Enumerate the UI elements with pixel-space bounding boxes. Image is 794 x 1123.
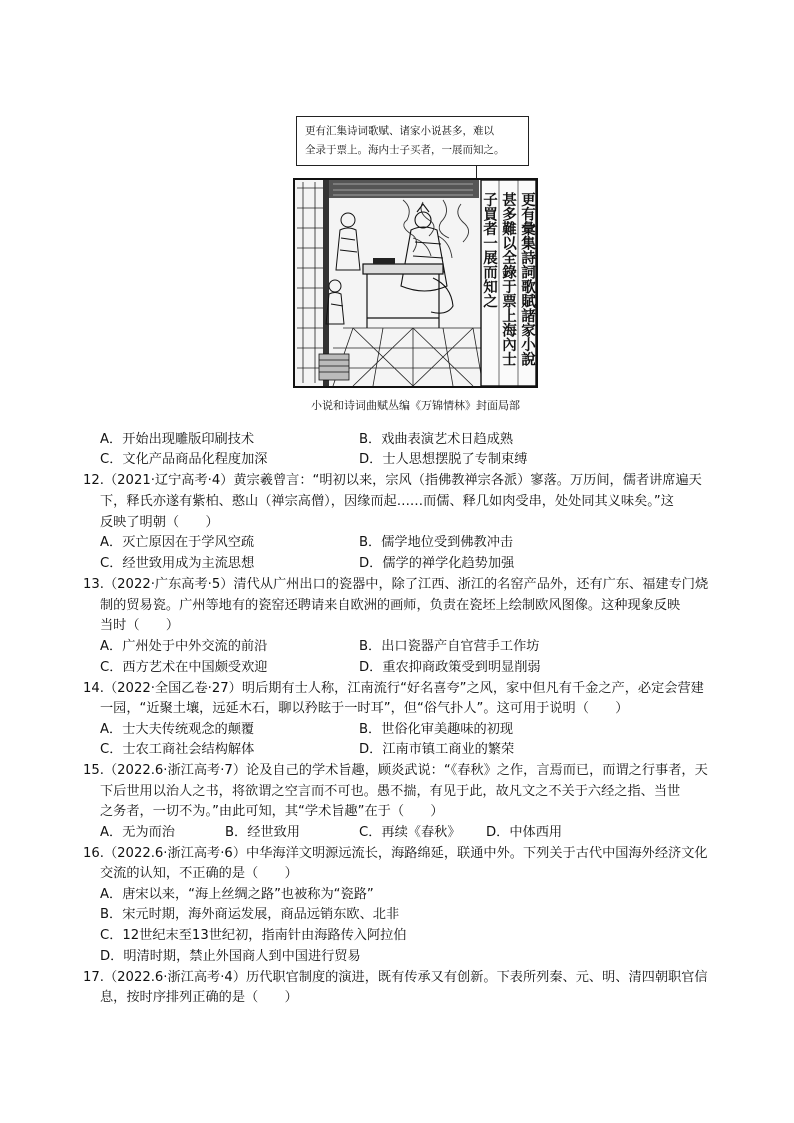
q13-option-a[interactable]: A．广州处于中外交流的前沿 <box>100 639 268 654</box>
vertical-text-col-2: 甚多難以全錄于票上海內士 <box>500 192 516 366</box>
q13-stem-line-3: 当时（ ） <box>100 618 180 633</box>
figure-caption: 小说和诗词曲赋丛编《万锦情林》封面局部 <box>311 399 520 412</box>
q16-option-d[interactable]: D．明清时期，禁止外国商人到中国进行贸易 <box>100 949 361 964</box>
q14-option-d[interactable]: D．江南市镇工商业的繁荣 <box>359 742 515 757</box>
q13-option-d[interactable]: D．重农抑商政策受到明显削弱 <box>359 660 541 675</box>
q12-option-d[interactable]: D．儒学的禅学化趋势加强 <box>359 556 515 571</box>
vertical-text-col-3: 子買者一展而知之 <box>481 192 497 308</box>
q15-stem-line-2: 下后世用以治人之书，将欲谓之空言而不可也。愚不揣，有见于此，故凡文之不关于六经之指、当世 <box>100 784 681 799</box>
q13-stem-line-1: 13.（2022·广东高考·5）清代从广州出口的瓷器中，除了江西、浙江的名窑产品外，还有广东、福建专门烧 <box>83 577 709 592</box>
q11-option-d[interactable]: D．士人思想摆脱了专制束缚 <box>359 452 528 467</box>
q12-stem-line-3: 反映了明朝（ ） <box>100 515 219 530</box>
q14-option-c[interactable]: C．士农工商社会结构解体 <box>100 742 255 757</box>
q12-option-c[interactable]: C．经世致用成为主流思想 <box>100 556 255 571</box>
q14-stem-line-2: 一园，“近聚土壤，远延木石，聊以矜眩于一时耳”，但“俗气扑人”。这可用于说明（ ） <box>100 701 629 716</box>
q15-option-d[interactable]: D．中体西用 <box>486 825 563 840</box>
q12-stem-line-1: 12.（2021·辽宁高考·4）黄宗羲曾言：“明初以来，宗风（指佛教禅宗各派）寥落。万历间，儒者讲席遍天 <box>83 473 702 488</box>
q16-stem-line-2: 交流的认知，不正确的是（ ） <box>100 866 298 881</box>
q16-stem-line-1: 16.（2022.6·浙江高考·6）中华海洋文明源远流长，海路绵延，联通中外。下列关于古代中国海外经济文化 <box>83 846 708 861</box>
q16-option-b[interactable]: B．宋元时期，海外商运发展，商品远销东欧、北非 <box>100 907 400 922</box>
q11-option-c[interactable]: C．文化产品商品化程度加深 <box>100 452 268 467</box>
q15-option-a[interactable]: A．无为而治 <box>100 825 175 840</box>
q13-option-c[interactable]: C．西方艺术在中国颇受欢迎 <box>100 660 268 675</box>
q14-stem-line-1: 14.（2022·全国乙卷·27）明后期有士人称，江南流行“好名喜夸”之风，家中但凡有千金之产，必定会营建 <box>83 681 704 696</box>
q17-stem-line-2: 息，按时序排列正确的是（ ） <box>100 990 298 1005</box>
woodcut-illustration <box>293 178 538 388</box>
q12-stem-line-2: 下，释氏亦遂有紫柏、憨山（禅宗高僧），因缘而起……而儒、释几如肉受串，处处同其义味矣。”这 <box>100 494 674 509</box>
q11-option-a[interactable]: A．开始出现雕版印刷技术 <box>100 432 255 447</box>
q13-stem-line-2: 制的贸易瓷。广州等地有的瓷窑还聘请来自欧洲的画师，负责在瓷坯上绘制欧风图像。这种现象反映 <box>100 598 681 613</box>
callout-box <box>296 116 529 166</box>
q13-option-b[interactable]: B．出口瓷器产自官营手工作坊 <box>359 639 540 654</box>
q14-option-b[interactable]: B．世俗化审美趣味的初现 <box>359 722 514 737</box>
q15-option-c[interactable]: C．再续《春秋》 <box>359 825 461 840</box>
q15-stem-line-3: 之务者，一切不为。”由此可知，其“学术旨趣”在于（ ） <box>100 804 444 819</box>
q12-option-a[interactable]: A．灭亡原因在于学风空疏 <box>100 535 255 550</box>
q15-stem-line-1: 15.（2022.6·浙江高考·7）论及自己的学术旨趣，顾炎武说：“《春秋》之作，言焉而已，而谓之行事者，天 <box>83 763 708 778</box>
callout-line-1: 更有汇集诗词歌赋、诸家小说甚多，难以 <box>305 125 494 137</box>
book-cover-figure <box>293 116 538 391</box>
q16-option-a[interactable]: A．唐宋以来，“海上丝绸之路”也被称为“瓷路” <box>100 887 374 902</box>
q17-stem-line-1: 17.（2022.6·浙江高考·4）历代职官制度的演进，既有传承又有创新。下表所列秦、元、明、清四朝职官信 <box>83 970 708 985</box>
callout-line-2: 全录于票上。海内士子买者，一展而知之。 <box>305 144 505 156</box>
q16-option-c[interactable]: C．12世纪末至13世纪初，指南针由海路传入阿拉伯 <box>100 928 407 943</box>
vertical-text-col-1: 更有彙集詩詞歌賦諸家小說 <box>519 192 535 366</box>
q12-option-b[interactable]: B．儒学地位受到佛教冲击 <box>359 535 514 550</box>
q14-option-a[interactable]: A．士大夫传统观念的颠覆 <box>100 722 255 737</box>
q15-option-b[interactable]: B．经世致用 <box>225 825 300 840</box>
q11-option-b[interactable]: B．戏曲表演艺术日趋成熟 <box>359 432 514 447</box>
